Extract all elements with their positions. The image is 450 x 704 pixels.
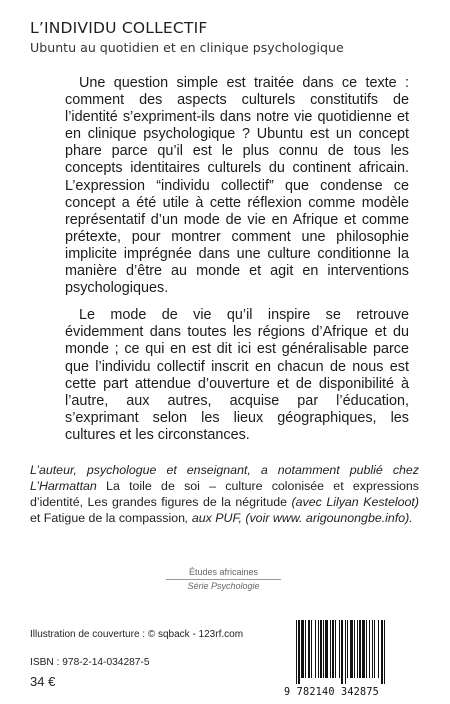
book-subtitle: Ubuntu au quotidien et en clinique psychologique bbox=[30, 40, 344, 55]
barcode-bar bbox=[366, 620, 367, 678]
blurb-paragraph-1: Une question simple est traitée dans ce texte : comment des aspects culturels constitutifs de l’identité s’expriment-ils dans notre vie quotidienne et en clinique psychologique ? Ubuntu est un concept phare parce qu’il est le plus connu de tous les concepts identitaires culturels du continent africain. L’expression “individu collectif” que condense ce concept a été utile à cette réflexion comme modèle représentatif d’un mode de vie en Afrique et comme prétexte, pour montrer comment une philosophie implicite imprégnée dans une culture conditionne la manière d’être au monde et agit en interventions psychologiques. bbox=[65, 75, 409, 297]
blurb-paragraph-2: Le mode de vie qu’il inspire se retrouve évidemment dans toutes les régions d’Afrique et du monde ; ce qui en est dit ici est généralisable parce que l’individu collectif inscrit en chacun de nous est cette part attendue d’ouverture et de disponibilité à l’autre, aux autres, acquise par l’éducation, s’exprimant selon les lieux géographiques, les cultures et les circonstances. bbox=[65, 307, 409, 443]
barcode-number: 9 782140 342875 bbox=[284, 687, 380, 698]
barcode-bar bbox=[296, 620, 297, 684]
barcode-bar bbox=[381, 620, 383, 684]
barcode-bar bbox=[308, 620, 310, 678]
series-subname: Série Psychologie bbox=[187, 581, 260, 591]
barcode-bar bbox=[354, 620, 355, 678]
barcode-bar bbox=[359, 620, 361, 678]
blurb bbox=[65, 75, 409, 454]
author-bio bbox=[30, 462, 419, 526]
barcode-bar bbox=[325, 620, 328, 678]
isbn: ISBN : 978-2-14-034287-5 bbox=[30, 657, 150, 668]
barcode-bar bbox=[298, 620, 300, 684]
series-divider bbox=[166, 579, 281, 580]
bio-titles: La toile de soi – culture colonisée et expressions d’identité, Les grandes figures de la négritude bbox=[30, 479, 419, 509]
barcode-bar bbox=[345, 620, 346, 684]
price: 34 € bbox=[30, 674, 56, 689]
barcode-bar bbox=[372, 620, 373, 678]
barcode bbox=[284, 618, 424, 698]
barcode-bar bbox=[311, 620, 312, 678]
series-label bbox=[160, 567, 287, 591]
bio-title-fatigue: et Fatigue de la compassion bbox=[30, 511, 185, 525]
bio-coauthor: (avec Lilyan Kesteloot) bbox=[291, 495, 419, 509]
barcode-bar bbox=[341, 620, 343, 684]
barcode-bar bbox=[378, 620, 379, 678]
barcode-bar bbox=[347, 620, 348, 678]
barcode-bar bbox=[384, 620, 385, 684]
bio-intro: L’auteur, psychologue et enseignant, a notamment publié chez L’Harmattan bbox=[30, 463, 419, 493]
barcode-bar bbox=[318, 620, 319, 678]
barcode-bar bbox=[323, 620, 324, 678]
series-name: Études africaines bbox=[188, 567, 259, 577]
illustration-credit: Illustration de couverture : © sqback - 123rf.com bbox=[30, 629, 244, 640]
barcode-bar bbox=[315, 620, 316, 678]
barcode-bar bbox=[374, 620, 375, 678]
barcode-bar bbox=[350, 620, 353, 678]
barcode-bar bbox=[335, 620, 336, 678]
barcode-bar bbox=[369, 620, 370, 678]
barcode-bar bbox=[320, 620, 322, 678]
bio-publisher: , aux PUF, (voir www. arigounongbe.info). bbox=[184, 511, 413, 525]
barcode-bar bbox=[305, 620, 306, 678]
barcode-bar bbox=[362, 620, 365, 678]
barcode-bar bbox=[357, 620, 358, 678]
barcode-bar bbox=[332, 620, 334, 678]
barcode-bar bbox=[330, 620, 331, 678]
barcode-bars bbox=[284, 618, 424, 684]
book-title: L’INDIVIDU COLLECTIF bbox=[30, 19, 208, 37]
barcode-bar bbox=[301, 620, 304, 678]
barcode-bar bbox=[339, 620, 340, 678]
